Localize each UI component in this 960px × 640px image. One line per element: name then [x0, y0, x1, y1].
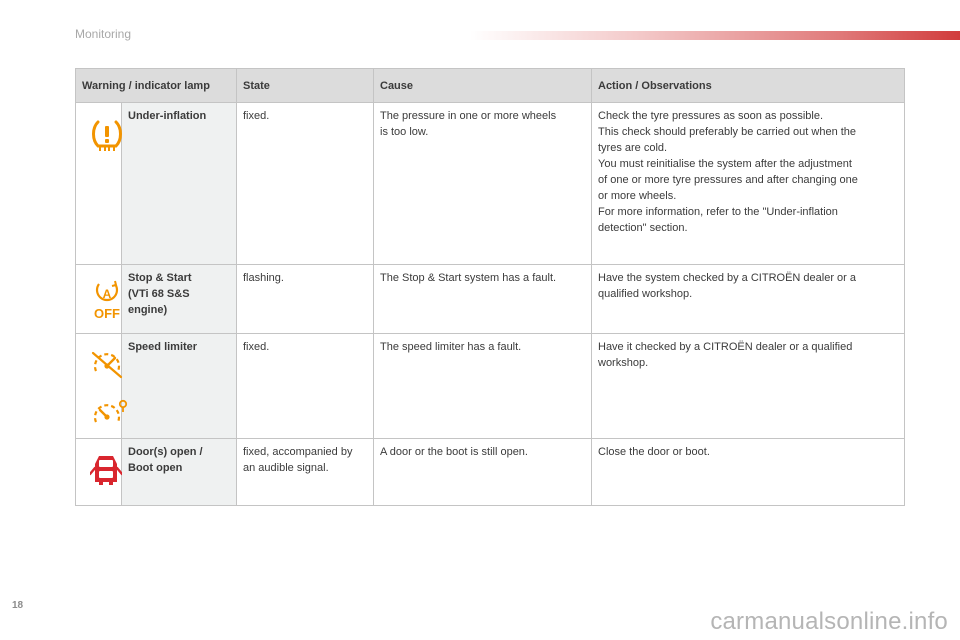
action-line: tyres are cold. — [598, 142, 668, 154]
action-cell — [592, 265, 905, 334]
column-header-state: State — [237, 69, 374, 103]
door-open-icon — [90, 454, 115, 493]
lamp-name-cell — [122, 103, 237, 265]
lamp-icon-cell — [76, 103, 122, 265]
action-line: of one or more tyre pressures and after changing one — [598, 174, 858, 186]
header-accent-bar — [470, 31, 960, 40]
state-line: an audible signal. — [243, 462, 329, 474]
table-row-stop-start — [76, 265, 905, 334]
cause-cell — [374, 439, 592, 506]
cause-line: A door or the boot is still open. — [380, 446, 528, 458]
watermark-text: carmanualsonline.info — [710, 608, 948, 635]
table-row-under-inflation — [76, 103, 905, 265]
action-line: You must reinitialise the system after the adjustment — [598, 158, 852, 170]
cause-line: The speed limiter has a fault. — [380, 341, 522, 353]
stop-start-off-text: OFF — [94, 306, 120, 320]
state-line: fixed, accompanied by — [243, 446, 353, 458]
action-line: or more wheels. — [598, 190, 677, 202]
action-line: Have it checked by a CITROËN dealer or a qualified — [598, 341, 853, 353]
lamp-name-cell — [122, 439, 237, 506]
lamp-name-cell — [122, 265, 237, 334]
action-line: This check should preferably be carried out when the — [598, 126, 857, 138]
state-cell — [237, 439, 374, 506]
speed-limiter-icon — [90, 398, 115, 433]
state-cell — [237, 334, 374, 439]
column-header-lamp: Warning / indicator lamp — [76, 69, 237, 103]
svg-text:A: A — [102, 287, 112, 301]
table-header-row — [76, 69, 905, 103]
lamp-icon-cell — [76, 265, 122, 334]
cause-line: The Stop & Start system has a fault. — [380, 272, 557, 284]
action-cell — [592, 439, 905, 506]
action-line: qualified workshop. — [598, 288, 693, 300]
action-line: Have the system checked by a CITROËN dealer or a — [598, 272, 856, 284]
cause-line: The pressure in one or more wheels — [380, 110, 557, 122]
column-header-cause: Cause — [374, 69, 592, 103]
lamp-name-line: (VTi 68 S&S — [128, 288, 190, 300]
action-line: detection" section. — [598, 222, 688, 234]
lamp-name-line: Speed limiter — [128, 341, 198, 353]
lamp-name-line: Door(s) open / — [128, 446, 203, 458]
action-line: workshop. — [598, 357, 649, 369]
lamp-icon-cell — [76, 439, 122, 506]
tyre-pressure-warning-icon — [90, 118, 115, 157]
action-line: Check the tyre pressures as soon as possible. — [598, 110, 824, 122]
lamp-name-line: Boot open — [128, 462, 183, 474]
action-line: For more information, refer to the "Under-inflation — [598, 206, 838, 218]
state-line: fixed. — [243, 110, 270, 122]
action-cell — [592, 334, 905, 439]
lamp-name-line: engine) — [128, 304, 168, 316]
state-line: fixed. — [243, 341, 270, 353]
action-cell — [592, 103, 905, 265]
table-row-door-open — [76, 439, 905, 506]
warning-lamp-table — [75, 68, 905, 506]
column-header-action: Action / Observations — [592, 69, 905, 103]
state-cell — [237, 265, 374, 334]
state-cell — [237, 103, 374, 265]
lamp-name-cell — [122, 334, 237, 439]
action-line: Close the door or boot. — [598, 446, 710, 458]
cause-cell — [374, 265, 592, 334]
lamp-icon-cell — [76, 334, 122, 439]
cause-cell — [374, 334, 592, 439]
lamp-name-line: Under-inflation — [128, 110, 207, 122]
cause-line: is too low. — [380, 126, 429, 138]
cause-cell — [374, 103, 592, 265]
page-number: 18 — [12, 600, 24, 611]
stop-start-fault-icon — [90, 280, 120, 325]
lamp-name-line: Stop & Start — [128, 272, 192, 284]
speed-limiter-fault-icon — [90, 349, 115, 384]
table-row-speed-limiter — [76, 334, 905, 439]
section-title: Monitoring — [75, 27, 132, 41]
state-line: flashing. — [243, 272, 284, 284]
